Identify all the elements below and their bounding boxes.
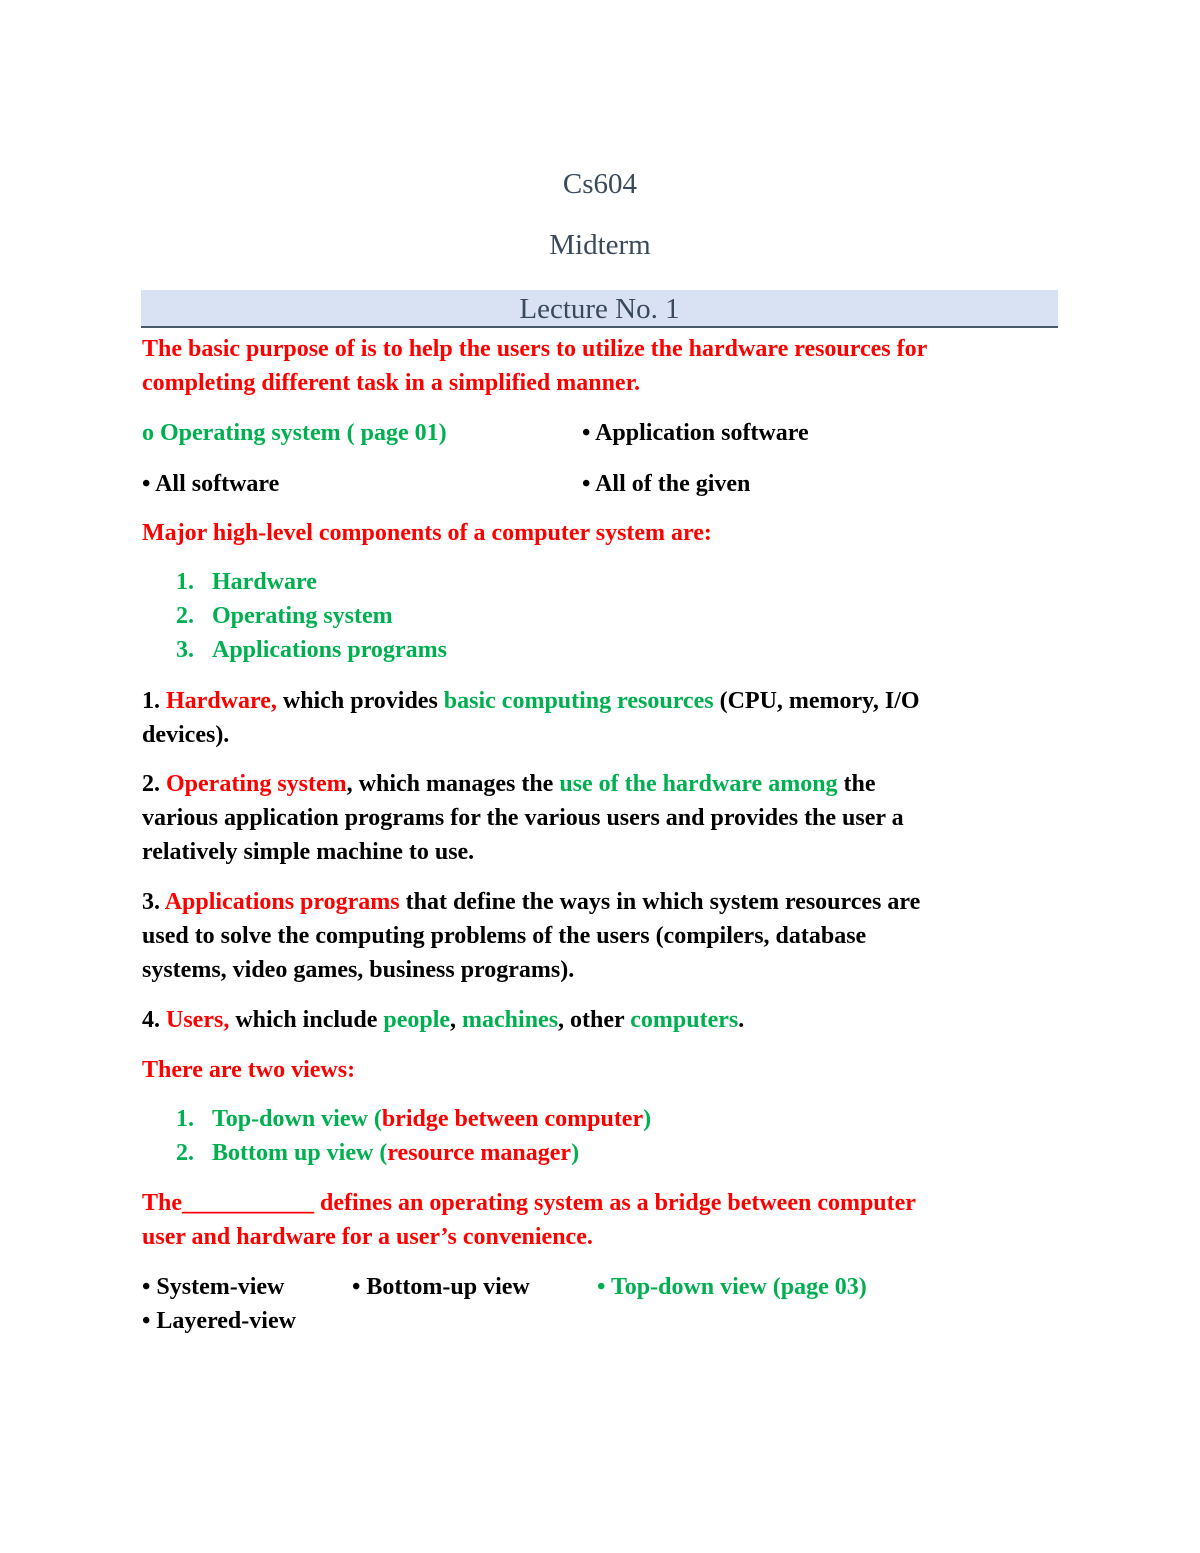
list-text: Operating system [212, 603, 393, 629]
para-term: Users, [166, 1007, 230, 1033]
list-number: 2. [176, 603, 194, 629]
list-text: Hardware [212, 569, 317, 595]
para-text: , which manages the [346, 771, 560, 797]
list-item [176, 1136, 579, 1170]
list-number: 1. [176, 1106, 194, 1132]
para-text: . [738, 1007, 745, 1033]
para-text: , [450, 1007, 463, 1033]
para-highlight: computers [630, 1007, 739, 1033]
q1-line-2: completing different task in a simplified manner. [142, 370, 641, 396]
para-highlight: use of the hardware among [559, 771, 838, 797]
q1-line-1: The basic purpose of is to help the users to utilize the hardware resources for [142, 336, 928, 362]
components-heading: Major high-level components of a computer system are: [142, 520, 712, 546]
q1-option-c: • All software [142, 471, 280, 497]
list-highlight: resource manager [387, 1140, 572, 1166]
para-text: (CPU, memory, I/O [713, 688, 920, 714]
para-number: 2. [142, 771, 166, 797]
list-highlight: bridge between computer [381, 1106, 644, 1132]
para-number: 1. [142, 688, 166, 714]
q2-option-a: • System-view [142, 1274, 285, 1300]
paragraph-os-line-3: relatively simple machine to use. [142, 839, 475, 865]
list-item [176, 599, 393, 633]
list-text: ) [643, 1106, 652, 1132]
list-number: 3. [176, 637, 194, 663]
q1-option-b: • Application software [582, 420, 809, 446]
document-title: Cs604 [562, 168, 638, 200]
q2-line-1: The___________ defines an operating system as a bridge between computer [142, 1190, 916, 1216]
document-subtitle: Midterm [549, 229, 651, 261]
para-term: Hardware, [166, 688, 277, 714]
list-text: Applications programs [212, 637, 447, 663]
para-text: which include [229, 1007, 384, 1033]
para-term: Applications programs [164, 889, 400, 915]
q1-option-d: • All of the given [582, 471, 751, 497]
list-text: Bottom up view ( [212, 1140, 388, 1166]
list-number: 2. [176, 1140, 194, 1166]
paragraph-os [142, 767, 876, 801]
q2-option-d: • Layered-view [142, 1308, 296, 1334]
para-text: , other [558, 1007, 631, 1033]
paragraph-hardware-line-2: devices). [142, 722, 230, 748]
paragraph-apps-line-3: systems, video games, business programs). [142, 957, 575, 983]
list-item [176, 1102, 651, 1136]
list-number: 1. [176, 569, 194, 595]
para-number: 4. [142, 1007, 166, 1033]
q1-option-a: o Operating system ( page 01) [142, 420, 447, 446]
para-highlight: machines [462, 1007, 559, 1033]
para-highlight: basic computing resources [443, 688, 714, 714]
paragraph-apps-line-2: used to solve the computing problems of the users (compilers, database [142, 923, 867, 949]
para-text: which provides [276, 688, 444, 714]
list-text: ) [571, 1140, 580, 1166]
q2-option-c: • Top-down view (page 03) [597, 1274, 867, 1300]
lecture-heading: Lecture No. 1 [141, 290, 1058, 328]
paragraph-apps [142, 885, 920, 919]
para-text: the [837, 771, 876, 797]
para-term: Operating system [166, 771, 347, 797]
para-highlight: people [383, 1007, 451, 1033]
list-text: Top-down view ( [212, 1106, 382, 1132]
para-text: that define the ways in which system resources are [399, 889, 921, 915]
q2-line-2: user and hardware for a user’s convenience. [142, 1224, 593, 1250]
list-item [176, 633, 447, 667]
views-heading: There are two views: [142, 1057, 356, 1083]
list-item [176, 565, 317, 599]
para-number: 3. [142, 889, 165, 915]
paragraph-os-line-2: various application programs for the various users and provides the user a [142, 805, 904, 831]
paragraph-hardware [142, 684, 920, 718]
q2-option-b: • Bottom-up view [352, 1274, 530, 1300]
paragraph-users [142, 1003, 744, 1037]
